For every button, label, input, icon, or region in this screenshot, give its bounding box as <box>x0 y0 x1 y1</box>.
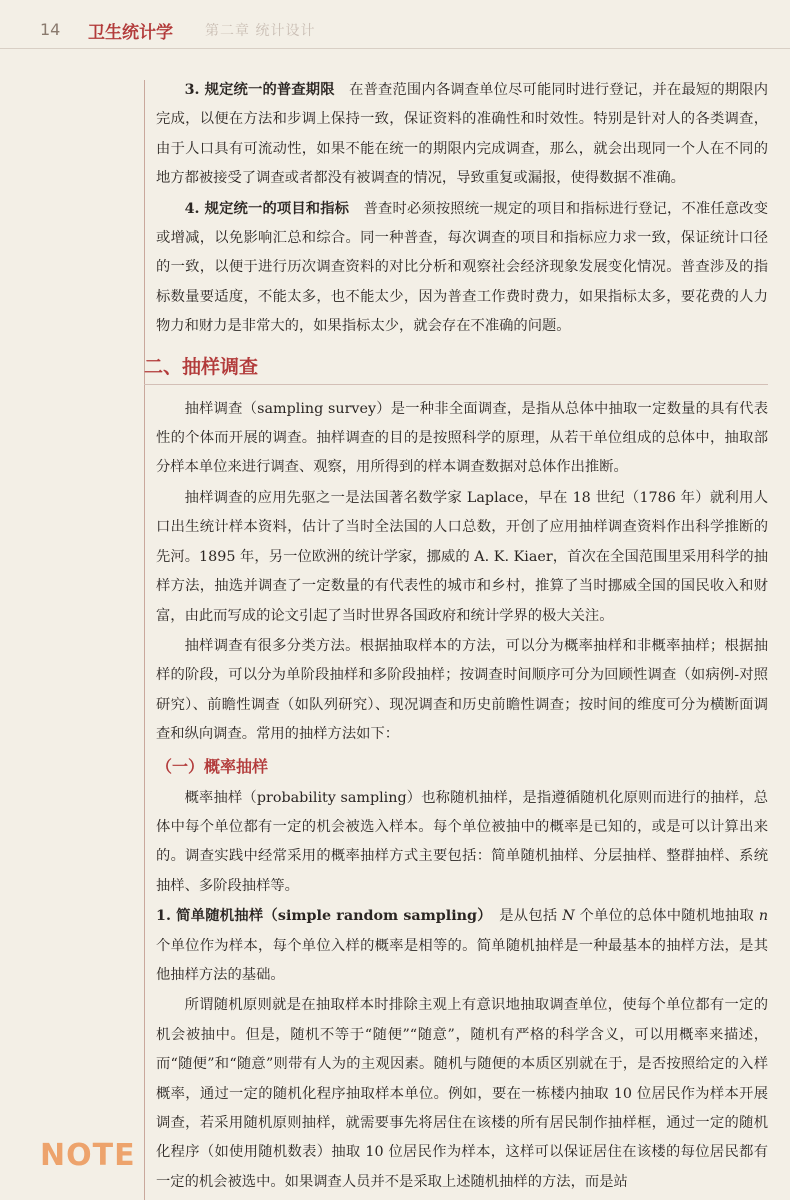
paragraph-sampling-history: 抽样调查的应用先驱之一是法国著名数学家 Laplace，早在 18 世纪（1786 年）就利用人口出生统计样本资料，估计了当时全法国的人口总数，开创了应用抽样调查资料作出科学推断的先河。1895 年，另一位欧洲的统计学家，挪威的 A. K. Kiaer，首次在全国范围里采用科学的抽样方法，抽选并调查了一定数量的有代表性的城市和乡村，推算了当时挪威全国的国民收入和财富，由此而写成的论文引起了当时世界各国政府和统计学界的极大关注。 <box>156 489 768 624</box>
variable-n: n <box>758 908 769 925</box>
paragraph-text: 普查时必须按照统一规定的项目和指标进行登记，不准任意改变或增减，以免影响汇总和综合。同一种普查，每次调查的项目和指标应力求一致，保证统计口径的一致，以便于进行历次调查资料的对比分析和观察社会经济现象发展变化情况。普查涉及的指标数量要适度，不能太多，也不能太少，因为普查工作费时费力，如果指标太多，要花费的人力物力和财力是非常大的，如果指标太少，就会存在不准确的问题。 <box>156 200 769 335</box>
paragraph-random-principle: 所谓随机原则就是在抽取样本时排除主观上有意识地抽取调查单位，使每个单位都有一定的机会被抽中。但是，随机不等于“随便”“随意”，随机有严格的科学含义，可以用概率来描述，而“随便”和“随意”则带有人为的主观因素。随机与随便的本质区别就在于，是否按照给定的入样概率，通过一定的随机化程序抽取样本单位。例如，要在一栋楼内抽取 10 位居民作为样本开展调查，若采用随机原则抽样，就需要事先将居住在该楼的所有居民制作抽样框，通过一定的随机化程序（如使用随机数表）抽取 10 位居民作为样本，这样可以保证居住在该楼的每位居民都有一定的机会被选中。如果调查人员并不是采取上述随机抽样的方法，而是站 <box>156 997 768 1190</box>
text-fragment: 是从包括 <box>499 908 558 925</box>
paragraph-census-items <box>156 195 768 342</box>
margin-rule <box>144 80 145 1200</box>
subsection-title: （一）概率抽样 <box>156 756 269 776</box>
paragraph-sampling-definition: 抽样调查（sampling survey）是一种非全面调查，是指从总体中抽取一定数量的具有代表性的个体而开展的调查。抽样调查的目的是按照科学的原理，从若干单位组成的总体中，抽取部分样本单位来进行调查、观察，用所得到的样本调查数据对总体作出推断。 <box>156 400 768 476</box>
text-fragment: 个单位作为样本，每个单位入样的概率是相等的。简单随机抽样是一种最基本的抽样方法，是其他抽样方法的基础。 <box>156 937 768 983</box>
paragraph-census-period <box>156 76 768 194</box>
paragraph-simple-random <box>156 902 768 990</box>
note-label: NOTE <box>40 1138 136 1173</box>
item-heading: 1. 简单随机抽样（simple random sampling） <box>156 908 485 925</box>
header-rule <box>0 48 790 49</box>
text-fragment: 个单位的总体中随机地抽取 <box>579 908 755 925</box>
paragraph-text: 在普查范围内各调查单位尽可能同时进行登记，并在最短的期限内完成，以便在方法和步调上保持一致，保证资料的准确性和时效性。特别是针对人的各类调查，由于人口具有可流动性，如果不能在统一的期限内完成调查，那么，就会出现同一个人在不同的地方都被接受了调查或者都没有被调查的情况，导致重复或漏报，使得数据不准确。 <box>156 82 768 187</box>
book-title: 卫生统计学 <box>88 23 173 43</box>
paragraph-sampling-types: 抽样调查有很多分类方法。根据抽取样本的方法，可以分为概率抽样和非概率抽样；根据抽样的阶段，可以分为单阶段抽样和多阶段抽样；按调查时间顺序可分为回顾性调查（如病例-对照研究）、前瞻性调查（如队列研究）、现况调查和历史前瞻性调查；按时间的维度可分为横断面调查和纵向调查。常用的抽样方法如下： <box>156 637 768 743</box>
page-header <box>0 0 790 62</box>
page-number: 14 <box>40 20 61 39</box>
item-heading: 4. 规定统一的项目和指标 <box>184 200 350 217</box>
page-body <box>144 76 769 1198</box>
item-heading: 3. 规定统一的普查期限 <box>184 82 335 98</box>
section-title: 二、抽样调查 <box>144 350 768 385</box>
chapter-label: 第二章 统计设计 <box>205 23 316 39</box>
variable-N: N <box>562 908 575 925</box>
paragraph-probability-sampling: 概率抽样（probability sampling）也称随机抽样，是指遵循随机化原则而进行的抽样，总体中每个单位都有一定的机会被选入样本。每个单位被抽中的概率是已知的，或是可以计算出来的。调查实践中经常采用的概率抽样方式主要包括：简单随机抽样、分层抽样、整群抽样、系统抽样、多阶段抽样等。 <box>156 789 768 894</box>
